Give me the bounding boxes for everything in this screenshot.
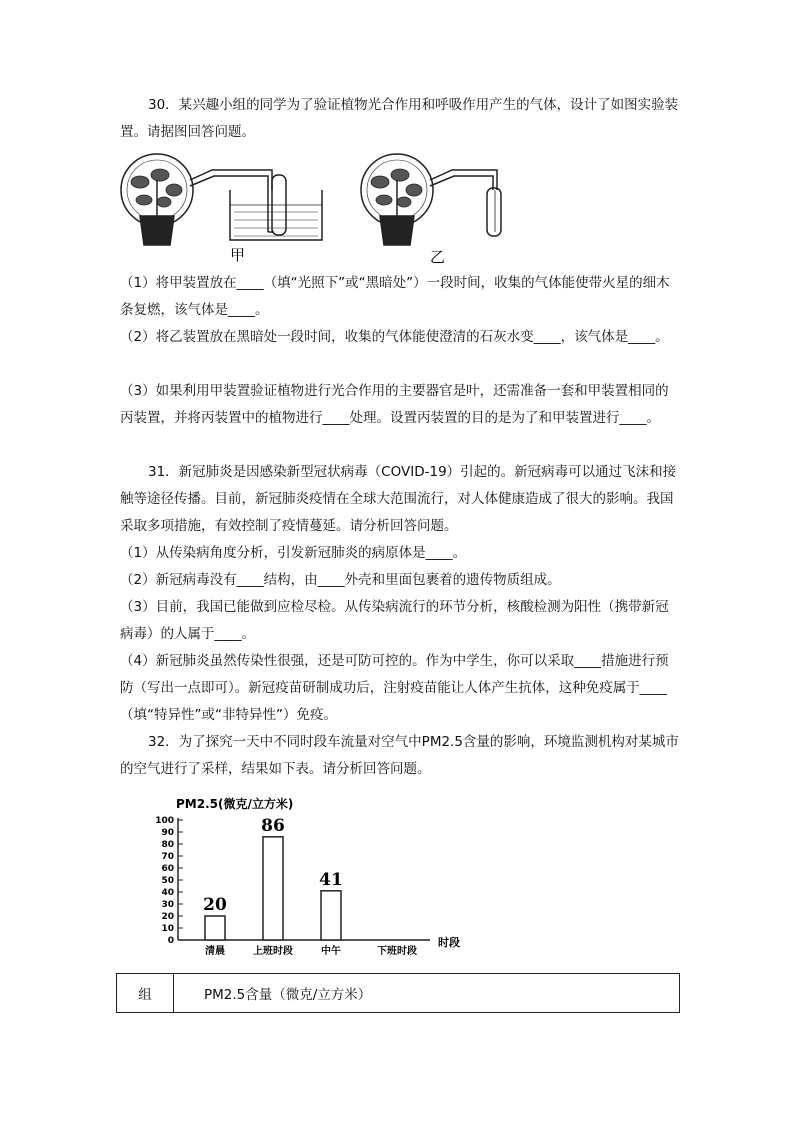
chart-y-tick-label: 0 [167,936,174,946]
label-jia: 甲 [230,246,246,264]
chart-category-label: 清晨 [205,946,225,957]
chart-data-label: 86 [261,815,285,836]
chart-y-tick-label: 80 [161,840,174,850]
chart-y-tick-label: 100 [155,816,174,826]
chart-title: PM2.5(微克/立方米) [176,797,294,811]
q31-part3: （3）目前，我国已能做到应检尽检。从传染病流行的环节分析，核酸检测为阳性（携带新冠病毒）的人属于____。 [120,599,669,642]
chart-bar [263,837,283,940]
q31-part1: （1）从传染病角度分析，引发新冠肺炎的病原体是____。 [120,545,467,561]
pm25-bar-chart [140,788,480,968]
chart-category-label: 上班时段 [253,946,293,957]
chart-y-tick-label: 60 [161,864,174,874]
label-yi: 乙 [430,248,446,266]
chart-category-label: 下班时段 [377,946,417,957]
q30-intro: 30．某兴趣小组的同学为了验证植物光合作用和呼吸作用产生的气体，设计了如图实验装置。请据图回答问题。 [120,97,679,140]
chart-y-tick-label: 20 [161,912,174,922]
chart-y-tick-label: 50 [161,876,174,886]
experiment-figure [112,150,532,270]
chart-y-tick-label: 90 [161,828,174,838]
q31-part2: （2）新冠病毒没有____结构，由____外壳和里面包裹着的遗传物质组成。 [120,572,561,588]
table-header-group: 组 [117,974,174,1013]
q32-intro: 32．为了探究一天中不同时段车流量对空气中PM2.5含量的影响，环境监测机构对某城市的空气进行了采样，结果如下表。请分析回答问题。 [120,734,679,777]
device-b [361,154,501,245]
chart-data-label: 20 [203,895,227,915]
table-header-pm25: PM2.5含量（微克/立方米） [174,974,680,1013]
chart-y-tick-label: 30 [161,900,174,910]
chart-bar [321,891,341,940]
chart-data-label: 41 [319,869,343,890]
chart-y-tick-label: 70 [161,852,174,862]
q30-part3: （3）如果利用甲装置验证植物进行光合作用的主要器官是叶，还需准备一套和甲装置相同的丙装置，并将丙装置中的植物进行____处理。设置丙装置的目的是为了和甲装置进行____。 [120,383,669,426]
table-row [117,974,680,1013]
chart-category-label: 中午 [321,946,341,957]
q31-part4: （4）新冠肺炎虽然传染性很强，还是可防可控的。作为中学生，你可以采取____措施进行预防（写出一点即可）。新冠疫苗研制成功后，注射疫苗能让人体产生抗体，这种免疫属于____（填“特异性”或“非特异性”）免疫。 [120,653,669,723]
chart-xlabel: 时段 [438,936,460,949]
chart-y-tick-label: 10 [161,924,174,934]
q30-part2: （2）将乙装置放在黑暗处一段时间，收集的气体能使澄清的石灰水变____，该气体是____。 [120,329,669,345]
q30-part1: （1）将甲装置放在____（填“光照下”或“黑暗处”）一段时间，收集的气体能使带火星的细木条复燃，该气体是____。 [120,275,670,318]
chart-y-tick-label: 40 [161,888,174,898]
q31-intro: 31．新冠肺炎是因感染新型冠状病毒（COVID-19）引起的。新冠病毒可以通过飞沫和接触等途径传播。目前，新冠肺炎疫情在全球大范围流行，对人体健康造成了很大的影响。我国采取多项措施，有效控制了疫情蔓延。请分析回答问题。 [120,464,677,534]
device-a [121,154,322,245]
chart-bar [205,916,225,940]
pm25-table [116,973,680,1013]
